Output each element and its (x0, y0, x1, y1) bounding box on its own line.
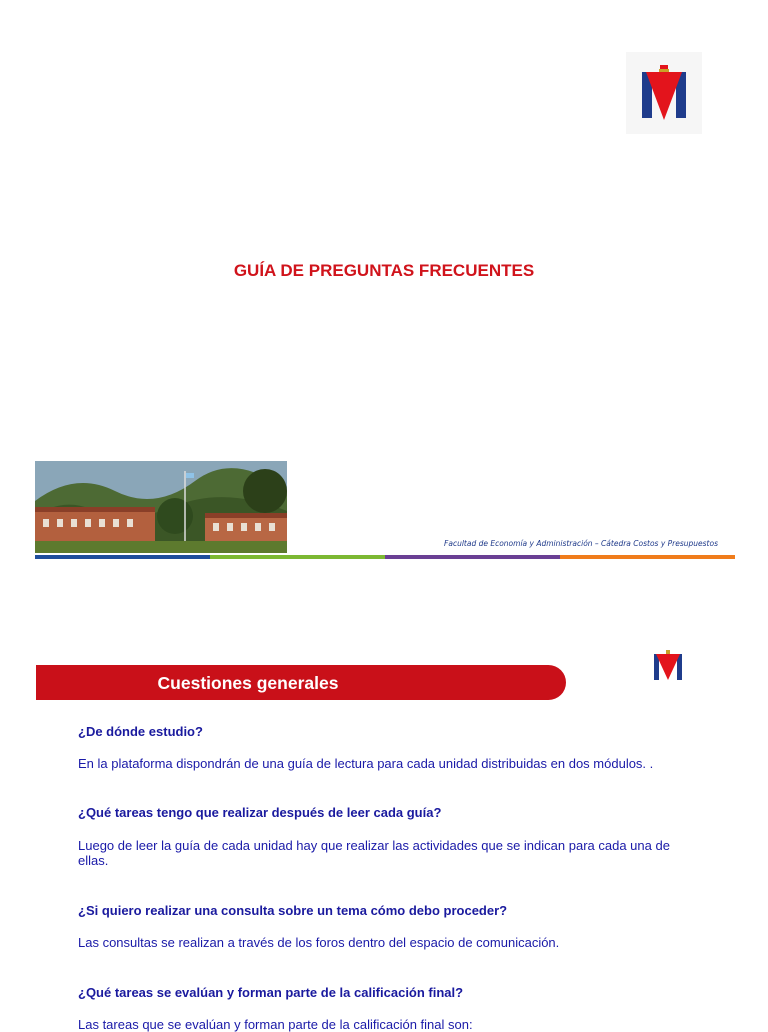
section-heading: Cuestiones generales (157, 673, 339, 693)
stripe-blue (35, 555, 210, 559)
faculty-caption: Facultad de Economía y Administración – Cátedra Costos y Presupuestos (444, 539, 718, 548)
stripe-purple (385, 555, 560, 559)
page-title: GUÍA DE PREGUNTAS FRECUENTES (233, 261, 535, 280)
faq-answer-3: Las consultas se realizan a través de los foros dentro del espacio de comunicación. (78, 935, 560, 950)
faq-answer-1: En la plataforma dispondrán de una guía de lectura para cada unidad distribuidas en dos módulos. . (78, 756, 654, 771)
faq-question-4: ¿Qué tareas se evalúan y forman parte de la calificación final? (78, 985, 464, 1000)
faq-question-1: ¿De dónde estudio? (78, 724, 203, 739)
campus-photo (35, 461, 287, 553)
faq-question-3: ¿Si quiero realizar una consulta sobre un tema cómo debo proceder? (78, 903, 508, 918)
stripe-green (210, 555, 385, 559)
university-logo-small (648, 646, 688, 686)
faq-answer-2: Luego de leer la guía de cada unidad hay que realizar las actividades que se indican para cada una de ellas. (78, 838, 670, 868)
faq-answer-4: Las tareas que se evalúan y forman parte de la calificación final son: (78, 1017, 473, 1032)
university-logo (626, 52, 702, 134)
faq-question-2: ¿Qué tareas tengo que realizar después de leer cada guía? (78, 805, 442, 820)
stripe-orange (560, 555, 735, 559)
section-banner (36, 665, 566, 700)
